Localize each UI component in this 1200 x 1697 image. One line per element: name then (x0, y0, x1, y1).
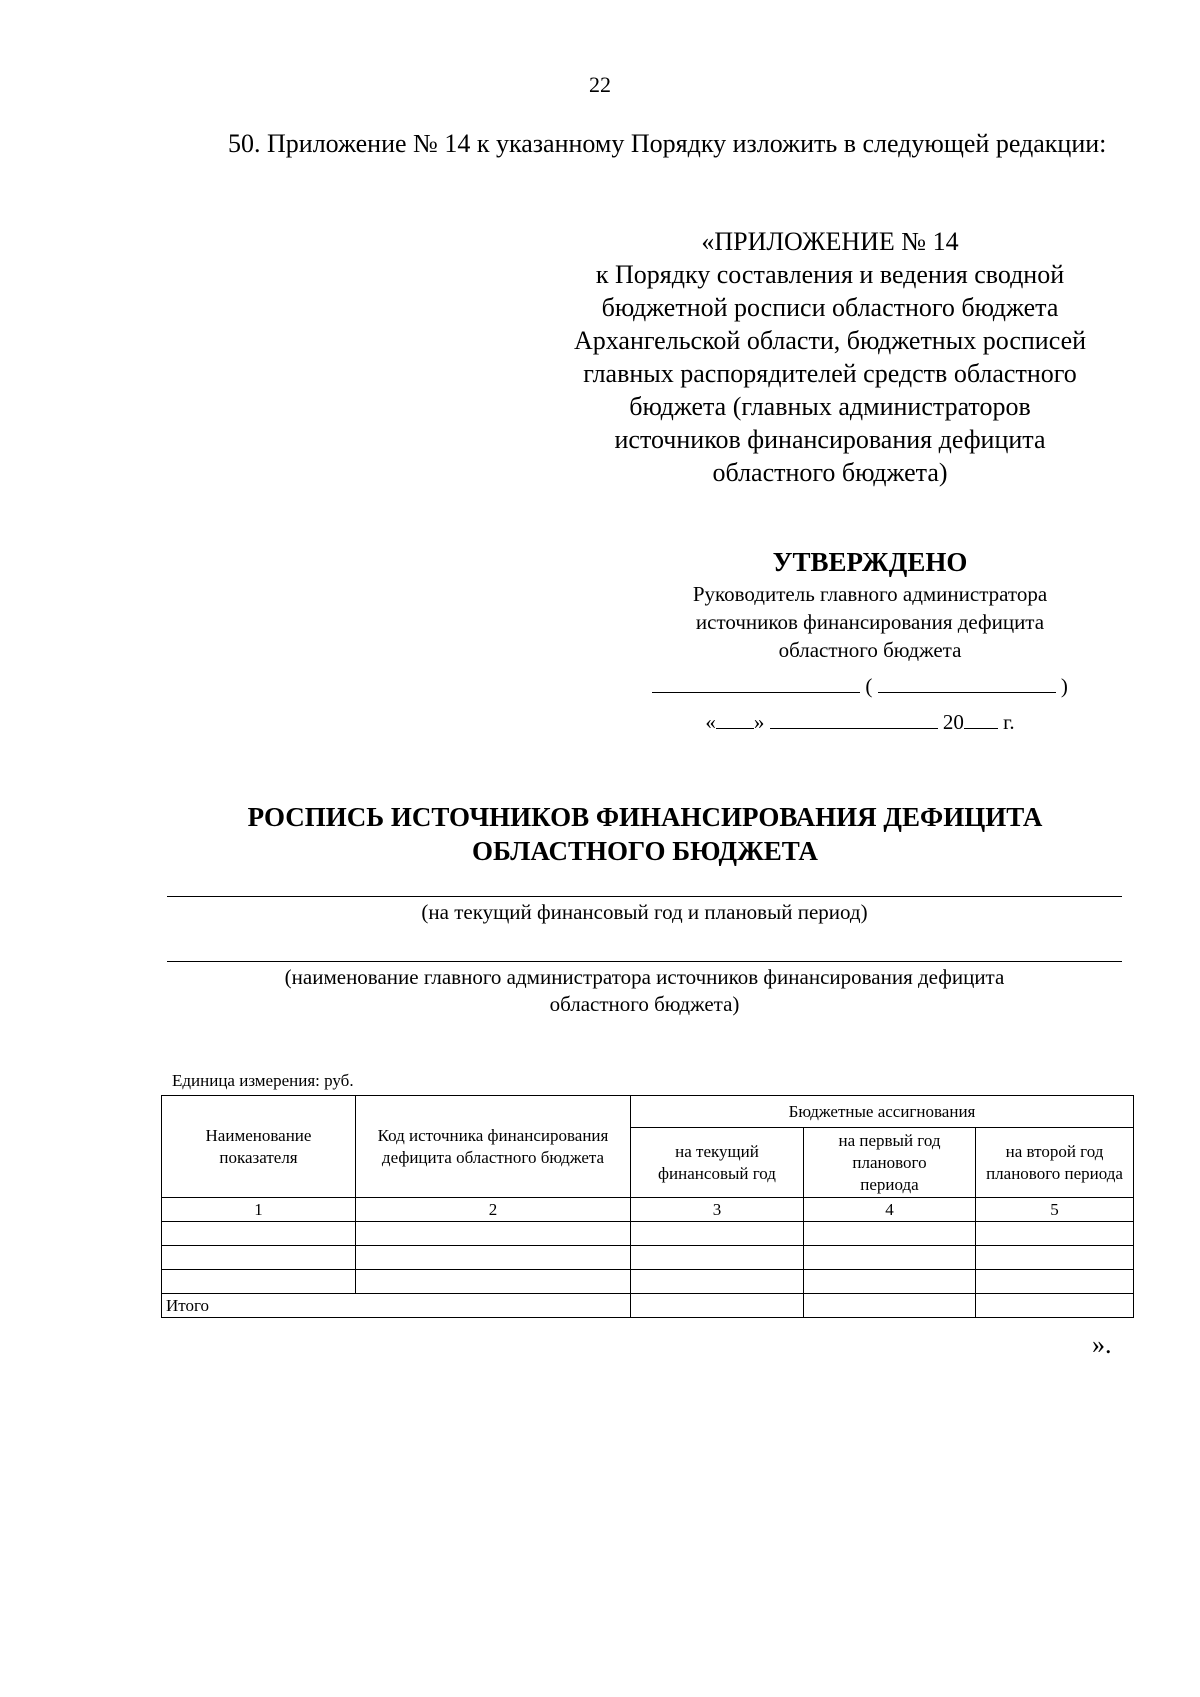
table-cell (162, 1246, 356, 1270)
appendix-line: «ПРИЛОЖЕНИЕ № 14 (701, 227, 959, 256)
header-budget-group: Бюджетные ассигнования (631, 1096, 1134, 1128)
date-row (660, 710, 1060, 735)
approval-line: источников финансирования дефицита (695, 610, 1045, 634)
table-cell (631, 1222, 804, 1246)
table-cell (976, 1294, 1134, 1318)
signature-blank (652, 674, 860, 693)
table-cell (631, 1294, 804, 1318)
appendix-line: бюджетной росписи областного бюджета (601, 293, 1059, 322)
name-blank (878, 674, 1056, 693)
appendix-line: к Порядку составления и ведения сводной (595, 260, 1065, 289)
year-prefix: 20 (942, 710, 964, 734)
page-number: 22 (589, 72, 611, 97)
admin-caption (167, 964, 1122, 1018)
approval-line: областного бюджета (778, 638, 962, 662)
table-cell (631, 1270, 804, 1294)
table-cell (804, 1246, 976, 1270)
closing-quote: ». (1092, 1330, 1112, 1359)
table-cell (162, 1270, 356, 1294)
appendix-line: источников финансирования дефицита (614, 425, 1046, 454)
column-number: 5 (976, 1198, 1134, 1222)
intro-paragraph: 50. Приложение № 14 к указанному Порядку изложить в следующей редакции: (228, 129, 1107, 158)
document-title-line: РОСПИСЬ ИСТОЧНИКОВ ФИНАНСИРОВАНИЯ ДЕФИЦИТА (247, 802, 1043, 832)
date-quote-close: » (753, 710, 765, 734)
table-cell (356, 1222, 631, 1246)
table-total-row (162, 1294, 1134, 1318)
table-row (162, 1222, 1134, 1246)
signature-close-paren: ) (1060, 674, 1068, 698)
signature-row (640, 674, 1080, 699)
header-name: Наименование показателя (162, 1096, 356, 1198)
total-label: Итого (162, 1294, 631, 1318)
year-blank (964, 710, 998, 729)
admin-fill-line (167, 961, 1122, 962)
approval-line: Руководитель главного администратора (692, 582, 1048, 606)
admin-caption-line: областного бюджета) (549, 992, 740, 1016)
column-number: 3 (631, 1198, 804, 1222)
table-cell (356, 1270, 631, 1294)
header-first-year: на первый год планового периода (804, 1128, 976, 1198)
table-cell (804, 1294, 976, 1318)
appendix-line: Архангельской области, бюджетных росписей (573, 326, 1087, 355)
column-number: 4 (804, 1198, 976, 1222)
year-suffix: г. (1003, 710, 1015, 734)
table-cell (804, 1270, 976, 1294)
table-cell (631, 1246, 804, 1270)
admin-caption-line: (наименование главного администратора источников финансирования дефицита (284, 965, 1005, 989)
unit-label: Единица измерения: руб. (172, 1071, 354, 1090)
table-cell (804, 1222, 976, 1246)
approval-block (660, 544, 1080, 664)
column-number: 2 (356, 1198, 631, 1222)
table-cell (976, 1246, 1134, 1270)
table-number-row (162, 1198, 1134, 1222)
table-cell (162, 1222, 356, 1246)
period-fill-line (167, 896, 1122, 897)
appendix-header (540, 225, 1120, 489)
table-cell (976, 1270, 1134, 1294)
assignments-table (161, 1095, 1134, 1318)
table-cell (976, 1222, 1134, 1246)
column-number: 1 (162, 1198, 356, 1222)
document-title-line: ОБЛАСТНОГО БЮДЖЕТА (472, 836, 818, 866)
table-header-row (162, 1096, 1134, 1128)
header-second-year: на второй год планового периода (976, 1128, 1134, 1198)
appendix-line: главных распорядителей средств областного (583, 359, 1077, 388)
approval-title: УТВЕРЖДЕНО (772, 547, 968, 577)
signature-open-paren: ( (865, 674, 873, 698)
header-code: Код источника финансирования дефицита областного бюджета (356, 1096, 631, 1198)
date-quote-open: « (705, 710, 716, 734)
table-row (162, 1246, 1134, 1270)
document-title (0, 800, 1200, 868)
table-cell (356, 1246, 631, 1270)
table-row (162, 1270, 1134, 1294)
month-blank (770, 710, 938, 729)
appendix-line: бюджета (главных администраторов (629, 392, 1031, 421)
period-caption: (на текущий финансовый год и плановый период) (421, 900, 868, 924)
header-current-year: на текущий финансовый год (631, 1128, 804, 1198)
day-blank (716, 710, 754, 729)
appendix-line: областного бюджета) (712, 458, 948, 487)
